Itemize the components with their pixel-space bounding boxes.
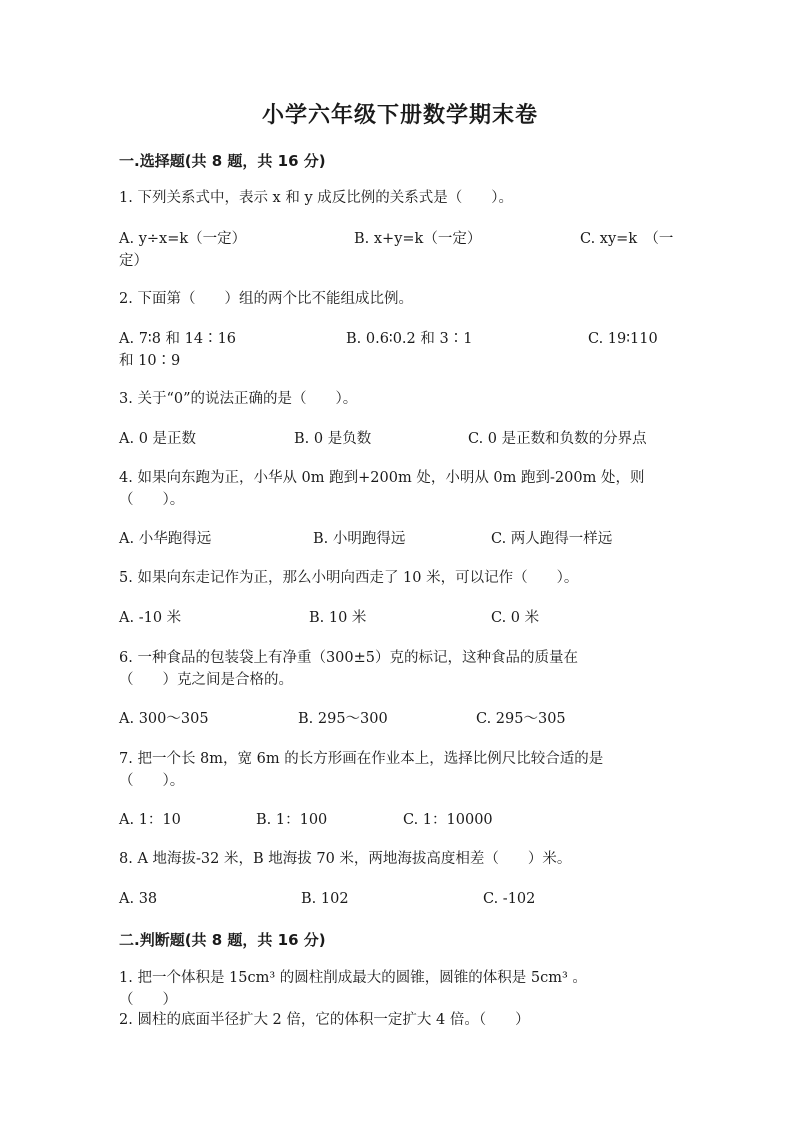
question-6-line1: 6. 一种食品的包装袋上有净重（300±5）克的标记，这种食品的质量在 bbox=[119, 650, 578, 666]
page-title: 小学六年级下册数学期末卷 bbox=[261, 103, 538, 128]
question-4 bbox=[119, 467, 679, 511]
question-8: 8. A 地海拔-32 米，B 地海拔 70 米，两地海拔高度相差（ ）米。 bbox=[119, 851, 572, 867]
section-heading-choice: 一.选择题(共 8 题，共 16 分) bbox=[119, 152, 326, 170]
option-c[interactable]: C. 0 米 bbox=[491, 610, 540, 626]
option-c[interactable]: C. 两人跑得一样远 bbox=[491, 531, 613, 547]
question-6-line2: （ ）克之间是合格的。 bbox=[119, 672, 293, 688]
option-b[interactable]: B. 10 米 bbox=[309, 610, 367, 626]
question-4-line2: （ ）。 bbox=[119, 492, 185, 508]
option-c[interactable]: C. 0 是正数和负数的分界点 bbox=[468, 431, 647, 447]
option-b[interactable]: B. 小明跑得远 bbox=[313, 531, 406, 547]
judgement-question-1-line2: （ ） bbox=[119, 992, 177, 1008]
question-5: 5. 如果向东走记作为正，那么小明向西走了 10 米，可以记作（ ）。 bbox=[119, 570, 579, 586]
option-b[interactable]: B. 0 是负数 bbox=[294, 431, 372, 447]
option-c[interactable]: C. -102 bbox=[483, 891, 536, 907]
question-2: 2. 下面第（ ）组的两个比不能组成比例。 bbox=[119, 291, 413, 307]
question-6 bbox=[119, 647, 679, 691]
option-c[interactable]: C. 19∶110 bbox=[588, 331, 658, 347]
options-3 bbox=[119, 428, 679, 472]
option-a[interactable]: A. -10 米 bbox=[119, 610, 182, 626]
option-a[interactable]: A. 7∶8 和 14∶16 bbox=[119, 331, 237, 347]
question-7-line2: （ ）。 bbox=[119, 773, 185, 789]
question-3: 3. 关于“0”的说法正确的是（ ）。 bbox=[119, 391, 358, 407]
options-6 bbox=[119, 708, 679, 752]
options-4 bbox=[119, 528, 679, 572]
options-7 bbox=[119, 809, 679, 853]
options-8 bbox=[119, 888, 679, 932]
option-a[interactable]: A. 38 bbox=[119, 891, 158, 907]
options-1 bbox=[119, 228, 679, 272]
judgement-question-1 bbox=[119, 967, 679, 1011]
option-b[interactable]: B. 1：100 bbox=[256, 812, 328, 828]
question-4-line1: 4. 如果向东跑为正，小华从 0m 跑到+200m 处，小明从 0m 跑到-200m 处，则 bbox=[119, 470, 645, 486]
option-b[interactable]: B. 295～300 bbox=[298, 711, 388, 727]
judgement-question-1-line1: 1. 把一个体积是 15cm³ 的圆柱削成最大的圆锥，圆锥的体积是 5cm³ 。 bbox=[119, 970, 587, 986]
option-b[interactable]: B. 0.6∶0.2 和 3∶1 bbox=[346, 331, 473, 347]
option-a[interactable]: A. 300～305 bbox=[119, 711, 209, 727]
option-c-wrap: 和 10∶9 bbox=[119, 353, 181, 369]
option-a[interactable]: A. 0 是正数 bbox=[119, 431, 197, 447]
question-7-line1: 7. 把一个长 8m，宽 6m 的长方形画在作业本上，选择比例尺比较合适的是 bbox=[119, 751, 604, 767]
option-a[interactable]: A. 1：10 bbox=[119, 812, 181, 828]
option-a[interactable]: A. y÷x=k（一定） bbox=[119, 231, 247, 247]
option-c[interactable]: C. xy=k （一 bbox=[580, 231, 674, 247]
options-2 bbox=[119, 328, 679, 372]
judgement-question-2: 2. 圆柱的底面半径扩大 2 倍，它的体积一定扩大 4 倍。（ ） bbox=[119, 1012, 530, 1028]
option-b[interactable]: B. 102 bbox=[301, 891, 349, 907]
option-a[interactable]: A. 小华跑得远 bbox=[119, 531, 212, 547]
option-c-wrap: 定） bbox=[119, 253, 148, 269]
option-b[interactable]: B. x+y=k（一定） bbox=[354, 231, 482, 247]
section-heading-judgement: 二.判断题(共 8 题，共 16 分) bbox=[119, 931, 326, 949]
question-7 bbox=[119, 748, 679, 792]
question-1: 1. 下列关系式中，表示 x 和 y 成反比例的关系式是（ ）。 bbox=[119, 190, 513, 206]
option-c[interactable]: C. 295～305 bbox=[476, 711, 566, 727]
options-5 bbox=[119, 607, 679, 651]
option-c[interactable]: C. 1：10000 bbox=[403, 812, 493, 828]
